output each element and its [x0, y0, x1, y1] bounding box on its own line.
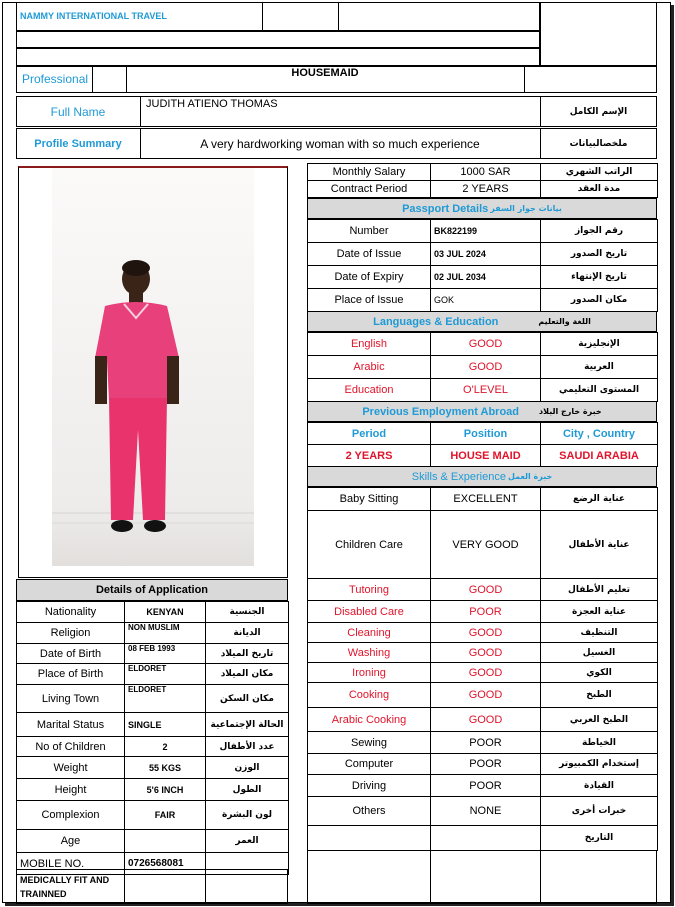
- washing-label: Washing: [308, 643, 431, 663]
- date-of-issue-ar: تاريخ الصدور: [541, 243, 658, 266]
- ironing-value: GOOD: [431, 663, 541, 683]
- place-of-issue-value: GOK: [431, 289, 541, 312]
- living-town-ar: مكان السكن: [206, 685, 289, 713]
- cleaning-ar: التنظيف: [541, 623, 658, 643]
- cooking-value: GOOD: [431, 683, 541, 708]
- full-name-value: JUDITH ATIENO THOMAS: [146, 98, 278, 110]
- employment-title-ar: خبرة خارج البلاد: [539, 407, 602, 416]
- marital-status-value: SINGLE: [125, 713, 206, 737]
- application-table: [16, 601, 289, 875]
- employment-position-value: HOUSE MAID: [431, 445, 541, 467]
- profile-summary-text: A very hardworking woman with so much experience: [200, 136, 480, 151]
- extra-blank-1: [308, 826, 431, 851]
- disabled-care-label: Disabled Care: [308, 601, 431, 623]
- baby-sitting-value: EXCELLENT: [431, 488, 541, 511]
- monthly-salary-label: Monthly Salary: [308, 164, 431, 181]
- date-of-issue-label: Date of Issue: [308, 243, 431, 266]
- date-of-birth-value: 08 FEB 1993: [125, 644, 206, 664]
- computer-label: Computer: [308, 754, 431, 775]
- position-value: HOUSEMAID: [291, 67, 359, 79]
- applicant-photo: [18, 166, 288, 578]
- religion-value: NON MUSLIM: [125, 623, 206, 644]
- city-country-header: City , Country: [541, 423, 658, 445]
- languages-table: [307, 332, 658, 402]
- contract-period-value: 2 YEARS: [431, 181, 541, 198]
- computer-value: POOR: [431, 754, 541, 775]
- disabled-care-ar: عناية العجزة: [541, 601, 658, 623]
- period-header: Period: [308, 423, 431, 445]
- date-of-birth-ar: تاريخ الميلاد: [206, 644, 289, 664]
- nationality-label: Nationality: [17, 602, 125, 623]
- driving-label: Driving: [308, 775, 431, 797]
- religion-label: Religion: [17, 623, 125, 644]
- ironing-ar: الكوي: [541, 663, 658, 683]
- education-ar: المستوى التعليمي: [541, 379, 658, 402]
- arabic-label: Arabic: [308, 356, 431, 379]
- skills-section-header: [307, 466, 657, 487]
- monthly-salary-ar: الراتب الشهري: [541, 164, 658, 181]
- passport-title-ar: بيانات جواز السفر: [490, 204, 562, 213]
- no-of-children-label: No of Children: [17, 737, 125, 757]
- full-name-ar: الإسم الكامل: [569, 106, 628, 117]
- applicant-photo-svg: [19, 168, 287, 577]
- passport-number-value: BK822199: [431, 220, 541, 243]
- contract-period-ar: مدة العقد: [541, 181, 658, 198]
- weight-label: Weight: [17, 757, 125, 779]
- washing-value: GOOD: [431, 643, 541, 663]
- age-label: Age: [17, 830, 125, 853]
- cleaning-value: GOOD: [431, 623, 541, 643]
- place-of-birth-ar: مكان الميلاد: [206, 664, 289, 685]
- mobile-value: 0726568081: [125, 853, 206, 875]
- arabic-ar: العربية: [541, 356, 658, 379]
- disabled-care-value: POOR: [431, 601, 541, 623]
- date-of-issue-value: 03 JUL 2024: [431, 243, 541, 266]
- languages-section-header: [307, 311, 657, 332]
- age-value: [125, 830, 206, 853]
- english-ar: الإنجليزية: [541, 333, 658, 356]
- mobile-label: MOBILE NO.: [17, 853, 125, 875]
- date-of-expiry-label: Date of Expiry: [308, 266, 431, 289]
- living-town-value: ELDORET: [125, 685, 206, 713]
- marital-status-ar: الحالة الإجتماعية: [206, 713, 289, 737]
- no-of-children-value: 2: [125, 737, 206, 757]
- driving-ar: القيادة: [541, 775, 658, 797]
- monthly-salary-value: 1000 SAR: [431, 164, 541, 181]
- arabic-cooking-ar: الطبخ العربي: [541, 708, 658, 732]
- extra-date-ar: التاريخ: [541, 826, 658, 851]
- header-blank-row-2: [16, 48, 540, 66]
- salary-table: [307, 163, 658, 198]
- employment-section-header: [307, 401, 657, 422]
- sewing-value: POOR: [431, 732, 541, 754]
- ironing-label: Ironing: [308, 663, 431, 683]
- date-of-expiry-ar: تاريخ الإنتهاء: [541, 266, 658, 289]
- computer-ar: إستخدام الكمبيوتر: [541, 754, 658, 775]
- date-of-birth-label: Date of Birth: [17, 644, 125, 664]
- profile-summary-ar: ملخصالبيانات: [569, 138, 628, 149]
- cooking-label: Cooking: [308, 683, 431, 708]
- height-ar: الطول: [206, 779, 289, 801]
- full-name-label: Full Name: [50, 104, 106, 119]
- cooking-ar: الطبخ: [541, 683, 658, 708]
- children-care-value: VERY GOOD: [431, 511, 541, 579]
- contract-period-label: Contract Period: [308, 181, 431, 198]
- languages-title: Languages & Education: [373, 315, 499, 328]
- skills-title-ar: خبرة العمل: [507, 472, 553, 481]
- complexion-value: FAIR: [125, 801, 206, 830]
- skills-title: Skills & Experience: [411, 470, 506, 483]
- weight-value: 55 KGS: [125, 757, 206, 779]
- complexion-ar: لون البشرة: [206, 801, 289, 830]
- others-value: NONE: [431, 797, 541, 826]
- marital-status-label: Marital Status: [17, 713, 125, 737]
- driving-value: POOR: [431, 775, 541, 797]
- height-value: 5'6 INCH: [125, 779, 206, 801]
- education-label: Education: [308, 379, 431, 402]
- passport-number-label: Number: [308, 220, 431, 243]
- complexion-label: Complexion: [17, 801, 125, 830]
- arabic-cooking-label: Arabic Cooking: [308, 708, 431, 732]
- children-care-ar: عناية الأطفال: [541, 511, 658, 579]
- medical-status: MEDICALLY FIT AND TRAINNED: [20, 875, 110, 899]
- employment-title: Previous Employment Abroad: [362, 405, 520, 418]
- tutoring-ar: تعليم الأطفال: [541, 579, 658, 601]
- tutoring-label: Tutoring: [308, 579, 431, 601]
- children-care-label: Children Care: [308, 511, 431, 579]
- living-town-label: Living Town: [17, 685, 125, 713]
- english-label: English: [308, 333, 431, 356]
- extra-blank-2: [431, 826, 541, 851]
- nationality-ar: الجنسية: [206, 602, 289, 623]
- arabic-value: GOOD: [431, 356, 541, 379]
- no-of-children-ar: عدد الأطفال: [206, 737, 289, 757]
- passport-table: [307, 219, 658, 312]
- weight-ar: الوزن: [206, 757, 289, 779]
- agency-name: NAMMY INTERNATIONAL TRAVEL: [20, 10, 167, 21]
- sewing-label: Sewing: [308, 732, 431, 754]
- date-of-expiry-value: 02 JUL 2034: [431, 266, 541, 289]
- place-of-issue-ar: مكان الصدور: [541, 289, 658, 312]
- english-value: GOOD: [431, 333, 541, 356]
- passport-title: Passport Details: [402, 202, 489, 215]
- passport-section-header: [307, 198, 657, 219]
- place-of-issue-label: Place of Issue: [308, 289, 431, 312]
- languages-title-ar: اللغة والتعليم: [538, 317, 591, 326]
- baby-sitting-label: Baby Sitting: [308, 488, 431, 511]
- application-section-header: Details of Application: [16, 579, 288, 601]
- employment-country-value: SAUDI ARABIA: [541, 445, 658, 467]
- cleaning-label: Cleaning: [308, 623, 431, 643]
- passport-number-ar: رقم الجواز: [541, 220, 658, 243]
- position-header: Position: [431, 423, 541, 445]
- others-label: Others: [308, 797, 431, 826]
- skills-table: [307, 487, 658, 851]
- tutoring-value: GOOD: [431, 579, 541, 601]
- header-right-box: [540, 2, 657, 66]
- header-blank-row-1: [16, 31, 540, 48]
- religion-ar: الديانة: [206, 623, 289, 644]
- profile-summary-label: Profile Summary: [34, 137, 122, 150]
- place-of-birth-value: ELDORET: [125, 664, 206, 685]
- height-label: Height: [17, 779, 125, 801]
- age-ar: العمر: [206, 830, 289, 853]
- nationality-value: KENYAN: [125, 602, 206, 623]
- washing-ar: الغسيل: [541, 643, 658, 663]
- arabic-cooking-value: GOOD: [431, 708, 541, 732]
- right-blank-area: [307, 850, 657, 904]
- place-of-birth-label: Place of Birth: [17, 664, 125, 685]
- employment-period-value: 2 YEARS: [308, 445, 431, 467]
- education-value: O'LEVEL: [431, 379, 541, 402]
- others-ar: خبرات أخرى: [541, 797, 658, 826]
- sewing-ar: الخياطة: [541, 732, 658, 754]
- employment-table: [307, 422, 658, 467]
- professional-label: Professional: [22, 72, 89, 86]
- baby-sitting-ar: عناية الرضع: [541, 488, 658, 511]
